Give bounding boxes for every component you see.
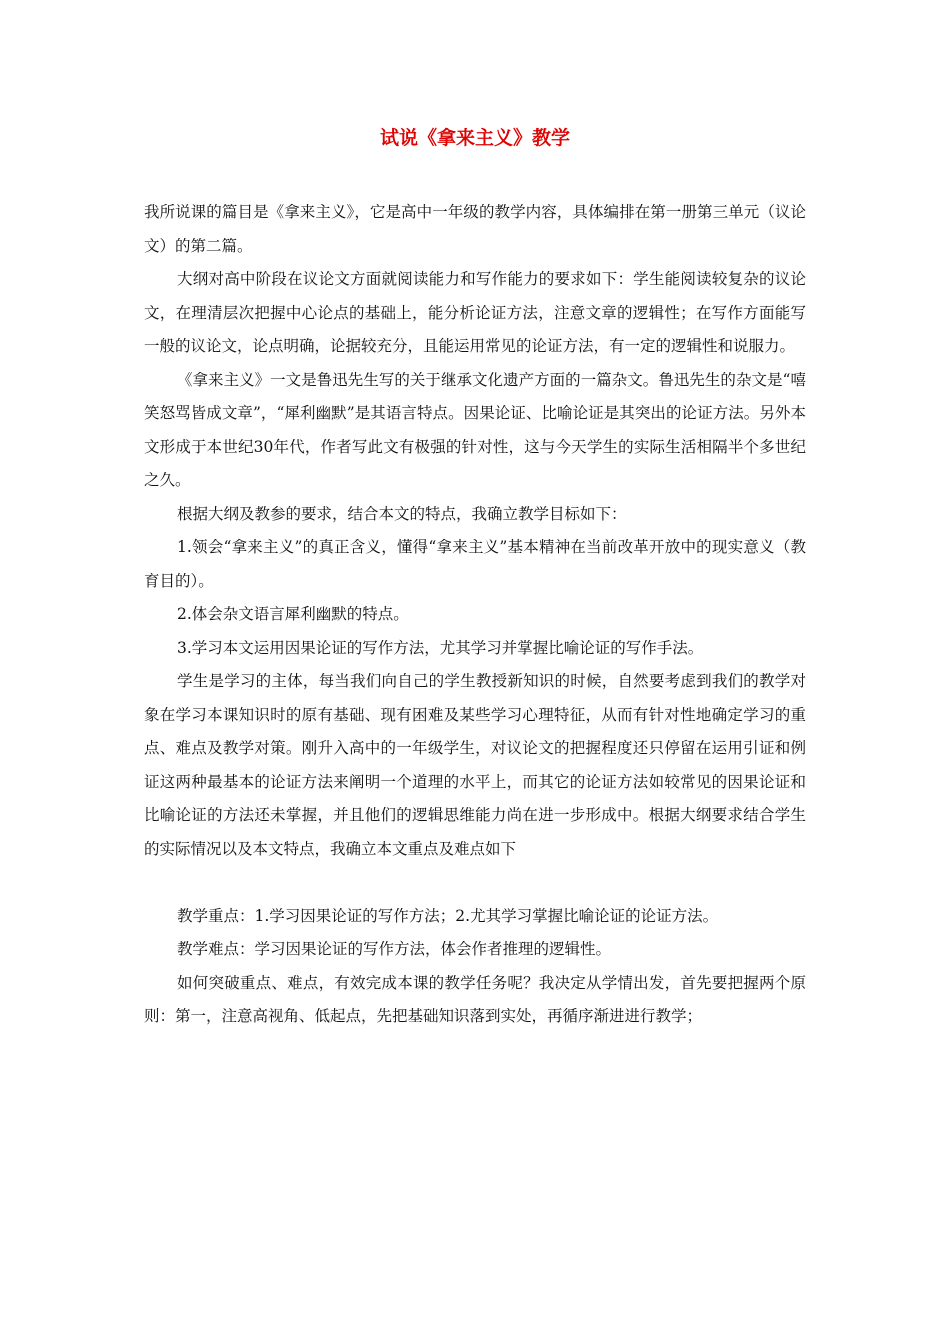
goal-item-1: 1.领会“拿来主义”的真正含义，懂得“拿来主义”基本精神在当前改革开放中的现实意义（教育目的）。: [144, 538, 806, 590]
blank-line: [144, 866, 806, 900]
goal-item-3: 3.学习本文运用因果论证的写作方法，尤其学习并掌握比喻论证的写作手法。: [177, 638, 704, 657]
paragraph-student-analysis: 学生是学习的主体，每当我们向自己的学生教授新知识的时候，自然要考虑到我们的教学对象在学习本课知识时的原有基础、现有困难及某些学习心理特征，从而有针对性地确定学习的重点、难点及教学对策。刚升入高中的一年级学生，对议论文的把握程度还只停留在运用引证和例证这两种最基本的论证方法来阐明一个道理的水平上，而其它的论证方法如较常见的因果论证和比喻论证的方法还未掌握，并且他们的逻辑思维能力尚在进一步形成中。根据大纲要求结合学生的实际情况以及本文特点，我确立本文重点及难点如下: [144, 672, 806, 858]
paragraph-intro: 我所说课的篇目是《拿来主义》，它是高中一年级的教学内容，具体编排在第一册第三单元（议论文）的第二篇。: [144, 203, 806, 255]
document-body: [144, 196, 806, 1034]
goal-item-2: 2.体会杂文语言犀利幽默的特点。: [177, 605, 409, 623]
paragraph-approach: 如何突破重点、难点，有效完成本课的教学任务呢？我决定从学情出发，首先要把握两个原则：第一，注意高视角、低起点，先把基础知识落到实处，再循序渐进进行教学；: [144, 973, 806, 1025]
document-title: 试说《拿来主义》教学: [379, 127, 570, 149]
paragraph-syllabus: 大纲对高中阶段在议论文方面就阅读能力和写作能力的要求如下：学生能阅读较复杂的议论文，在理清层次把握中心论点的基础上，能分析论证方法，注意文章的逻辑性；在写作方面能写一般的议论文，论点明确，论据较充分，且能运用常见的论证方法，有一定的逻辑性和说服力。: [144, 270, 806, 355]
paragraph-text-analysis: 《拿来主义》一文是鲁迅先生写的关于继承文化遗产方面的一篇杂文。鲁迅先生的杂文是“嘻笑怒骂皆成文章”，“犀利幽默”是其语言特点。因果论证、比喻论证是其突出的论证方法。另外本文形成于本世纪30年代，作者写此文有极强的针对性，这与今天学生的实际生活相隔半个多世纪之久。: [144, 370, 806, 489]
paragraph-goals-intro: 根据大纲及教参的要求，结合本文的特点，我确立教学目标如下：: [177, 504, 627, 523]
paragraph-key-points: 教学重点：1.学习因果论证的写作方法；2.尤其学习掌握比喻论证的论证方法。: [177, 906, 719, 925]
paragraph-difficulties: 教学难点：学习因果论证的写作方法，体会作者推理的逻辑性。: [177, 940, 612, 958]
